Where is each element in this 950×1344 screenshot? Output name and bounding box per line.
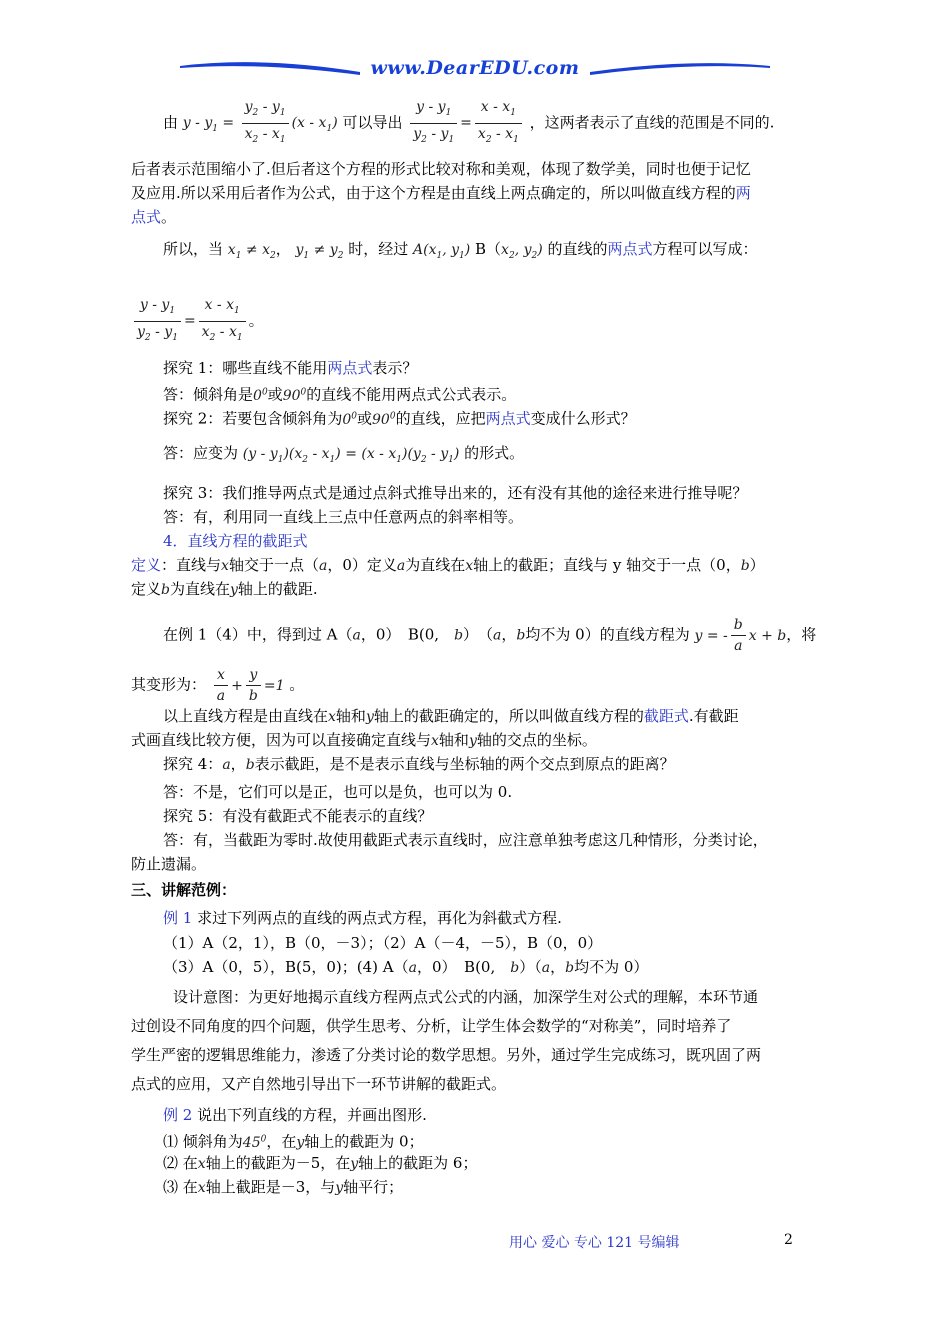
math-deg: $0^0$: [253, 387, 268, 404]
text: 为直线在: [405, 556, 466, 574]
text: ⑶ 在: [163, 1178, 198, 1196]
text: ，这两者表示了直线的范围是不同的.: [529, 113, 775, 132]
text: ：直线与: [161, 556, 222, 574]
example-2-title: [163, 1104, 427, 1126]
text: ⑴ 倾斜角为: [163, 1132, 243, 1151]
math-var: x: [465, 558, 474, 574]
text: 探究 2：若要包含倾斜角为: [163, 409, 343, 428]
site-header: [0, 54, 950, 88]
para-intercept-2: [131, 729, 597, 752]
text: 。: [248, 311, 264, 330]
example-1-items-2: [163, 956, 648, 979]
design-intent-line: 学生严密的逻辑思维能力，渗透了分类讨论的数学思想。另外，通过学生完成练习，既巩固了两: [131, 1046, 762, 1064]
math-var: a: [222, 757, 231, 773]
text: 式画直线比较方便，因为可以直接确定直线与: [131, 731, 432, 749]
text: 变成什么形式？: [530, 409, 636, 428]
section-heading-intercept: 4．直线方程的截距式: [163, 532, 308, 550]
math-var: y: [468, 733, 477, 749]
term-link: 点式: [131, 208, 162, 226]
math-var: a: [396, 558, 406, 574]
para-line: [131, 182, 751, 204]
answer-4: 答：不是，它们可以是正，也可以是负，也可以为 0.: [163, 783, 513, 801]
para-condition: [163, 238, 758, 267]
math-var: y: [296, 1134, 305, 1151]
para-derivation: [163, 97, 774, 150]
formula-two-point-display: [131, 295, 264, 348]
term-link: 截距式: [643, 707, 689, 725]
math-var: b: [454, 627, 464, 644]
text: 轴上的截距为 6；: [358, 1154, 478, 1172]
text: 均不为 0）的直线方程为: [525, 625, 690, 644]
text: B（: [475, 240, 502, 258]
math-var: a: [493, 627, 502, 644]
explore-2: [163, 405, 636, 431]
text: ，: [230, 755, 246, 773]
para-line: 后者表示范围缩小了.但后者这个方程的形式比较对称和美观，体现了数学美，同时也便于记忆: [131, 160, 751, 178]
text: 的直线，应把: [395, 409, 486, 428]
formula-two-point: $\frac{y - y_1}{y_2 - y_1}$ = $\frac{x - x_1}{x_2 - x_1}$: [407, 115, 525, 131]
answer-2: [163, 442, 524, 471]
definition-line-2: [131, 578, 318, 601]
text: ，0） B(0,: [417, 958, 511, 976]
answer-5: 答：有，当截距为零时.故使用截距式表示直线时，应注意单独考虑这几种情形，分类讨论，: [163, 831, 768, 849]
text: 的直线不能用两点式公式表示。: [306, 385, 517, 404]
text: 时，经过: [348, 240, 409, 258]
text: 方程可以写成：: [652, 240, 758, 258]
text: 答：应变为: [163, 444, 239, 462]
example-2-item-3: [163, 1176, 403, 1199]
math-var: y: [230, 582, 238, 598]
formula: $\frac{y - y_1}{y_2 - y_1}$ = $\frac{x - x_1}{x_2 - x_1}$: [131, 313, 249, 329]
text: 为直线在: [169, 580, 230, 598]
math-var: b: [510, 960, 520, 976]
math-var: y: [350, 1156, 359, 1172]
answer-3: 答：有，利用同一直线上三点中任意两点的斜率相等。: [163, 508, 524, 526]
math-deg: $45^0$: [242, 1134, 267, 1151]
text: ）（: [519, 958, 542, 976]
text: 由: [163, 113, 179, 132]
math-y1-neq-y2: $y_1 \ne y_2$: [295, 242, 344, 261]
site-url: www.DearEDU.com: [370, 57, 580, 79]
design-intent-line: 点式的应用，又产自然地引导出下一环节讲解的截距式。: [131, 1075, 507, 1093]
text: 或: [356, 409, 372, 428]
text: 均不为 0）: [574, 958, 649, 976]
text: 轴上的截距为－5，在: [205, 1154, 351, 1172]
text: 可以导出: [342, 113, 403, 132]
formula-product-form: $(y - y_1)(x_2 - x_1) = (x - x_1)(y_2 - y_1)$: [242, 446, 460, 465]
text: 探究 1：哪些直线不能用: [163, 359, 328, 377]
math-deg: $90^0$: [372, 411, 396, 428]
math-var: x: [431, 733, 439, 749]
text: 轴和: [335, 707, 366, 725]
formula-intercept-form: $\frac{x}{a}$ + $\frac{y}{b}$ =1: [211, 678, 285, 694]
design-intent-line: 过创设不同角度的四个问题，供学生思考、分析，让学生体会数学的“对称美”，同时培养了: [131, 1017, 732, 1035]
math-var: x: [197, 1156, 206, 1172]
text: 。: [289, 675, 305, 694]
answer-5-cont: 防止遗漏。: [131, 855, 207, 873]
text: 轴上的截距确定的，所以叫做直线方程的: [373, 707, 644, 725]
footer-note: 用心 爱心 专心 121 号编辑: [509, 1235, 680, 1251]
math-var: b: [161, 582, 170, 598]
para-intercept: [163, 705, 739, 728]
math-var: b: [740, 558, 750, 574]
term-link: 两点式: [485, 409, 531, 428]
text: 轴上的截距.: [237, 580, 318, 598]
math-point-a: $A(x_1$, $y_1$): [413, 242, 471, 261]
text: .有截距: [688, 707, 739, 725]
text: ，将: [786, 625, 817, 644]
math-var: a: [408, 960, 417, 976]
text: ，在: [266, 1132, 297, 1151]
math-var: x: [221, 558, 229, 574]
example-label: 例 1: [163, 909, 193, 927]
text: 表示？: [372, 359, 418, 377]
definition-line-1: [131, 554, 765, 577]
math-var: x: [197, 1180, 206, 1196]
explore-1: [163, 357, 417, 379]
math-deg: $0^0$: [342, 411, 357, 428]
para-line: [131, 206, 176, 228]
text: ）: [749, 556, 765, 574]
text: 的形式。: [464, 444, 525, 462]
math-x1-neq-x2: $x_1 \ne x_2$: [227, 242, 276, 261]
example-2-item-2: [163, 1152, 477, 1175]
example-1-items-1: （1）A（2，1），B（0，－3）；（2）A（－4，－5），B（0，0）: [163, 934, 603, 952]
math-var: b: [565, 960, 575, 976]
text: 轴平行；: [343, 1178, 404, 1196]
design-intent-line: 设计意图：为更好地揭示直线方程两点式公式的内涵，加深学生对公式的理解，本环节通: [173, 988, 759, 1006]
text: 答：倾斜角是: [163, 385, 254, 404]
text: 轴的交点的坐标。: [476, 731, 597, 749]
text: 表示截距，是不是表示直线与坐标轴的两个交点到原点的距离？: [254, 755, 675, 773]
text: 轴上的截距为 0；: [304, 1132, 424, 1151]
example-2-item-1: [163, 1128, 424, 1154]
math-deg: $90^0$: [282, 387, 307, 404]
text: 轴上的截距；直线与 y 轴交于一点（0，: [473, 556, 741, 574]
math-var: a: [541, 960, 551, 976]
text: 定义: [131, 580, 162, 598]
math-var: a: [318, 558, 328, 574]
text: ，: [550, 958, 566, 976]
math-var: x: [328, 709, 336, 725]
text: 以上直线方程是由直线在: [163, 707, 329, 725]
answer-1: [163, 381, 516, 407]
formula-slope-intercept: y = - $\frac{b}{a}$ x + b: [694, 617, 787, 654]
term-link: 两点式: [607, 240, 653, 258]
text: ⑵ 在: [163, 1154, 198, 1172]
example-label: 例 2: [163, 1106, 193, 1124]
text: 轴上截距是－3，与: [205, 1178, 336, 1196]
term-link: 两: [735, 184, 751, 202]
text: （3）A（0，5），B(5，0)；(4) A（: [163, 958, 409, 976]
example-transformed: [131, 665, 304, 706]
text: 所以，当: [163, 240, 224, 258]
text: 说出下列直线的方程，并画出图形.: [192, 1106, 427, 1124]
text: 及应用.所以采用后者作为公式，由于这个方程是由直线上两点确定的，所以叫做直线方程的: [131, 184, 736, 202]
text: 。: [161, 208, 177, 226]
example-1-title: [163, 907, 562, 929]
text: ，: [501, 625, 517, 644]
text: ，0） B(0,: [360, 625, 455, 644]
text: 探究 4：: [163, 755, 223, 773]
text: ，: [275, 240, 291, 258]
math-var: b: [516, 627, 526, 644]
text: 其变形为：: [131, 675, 207, 694]
text: 或: [267, 385, 283, 404]
term-link: 定义: [131, 556, 162, 574]
math-var: y: [335, 1180, 344, 1196]
math-var: y: [365, 709, 374, 725]
term-link: 两点式: [327, 359, 373, 377]
example-derivation: [163, 615, 816, 656]
text: ，0）定义: [327, 556, 397, 574]
text: 求过下列两点的直线的两点式方程，再化为斜截式方程.: [192, 909, 562, 927]
text: ） （: [463, 625, 494, 644]
explore-5: 探究 5：有没有截距式不能表示的直线？: [163, 807, 433, 825]
formula-point-slope: y - $y_1$ = $\frac{y_2 - y_1}{x_2 - x_1}$ $(x - x_1)$: [182, 99, 338, 145]
math-point-b: $x_2$, $y_2$): [501, 242, 543, 261]
section-heading-examples: 三、讲解范例：: [131, 881, 237, 899]
explore-3: 探究 3：我们推导两点式是通过点斜式推导出来的，还有没有其他的途径来进行推导呢？: [163, 484, 748, 502]
math-var: a: [352, 627, 361, 644]
page-number: 2: [784, 1232, 793, 1248]
text: 的直线的: [547, 240, 608, 258]
text: 在例 1（4）中，得到过 A（: [163, 625, 353, 644]
text: 轴和: [438, 731, 469, 749]
text: 轴交于一点（: [228, 556, 319, 574]
math-var: b: [245, 757, 255, 773]
explore-4: [163, 753, 675, 776]
